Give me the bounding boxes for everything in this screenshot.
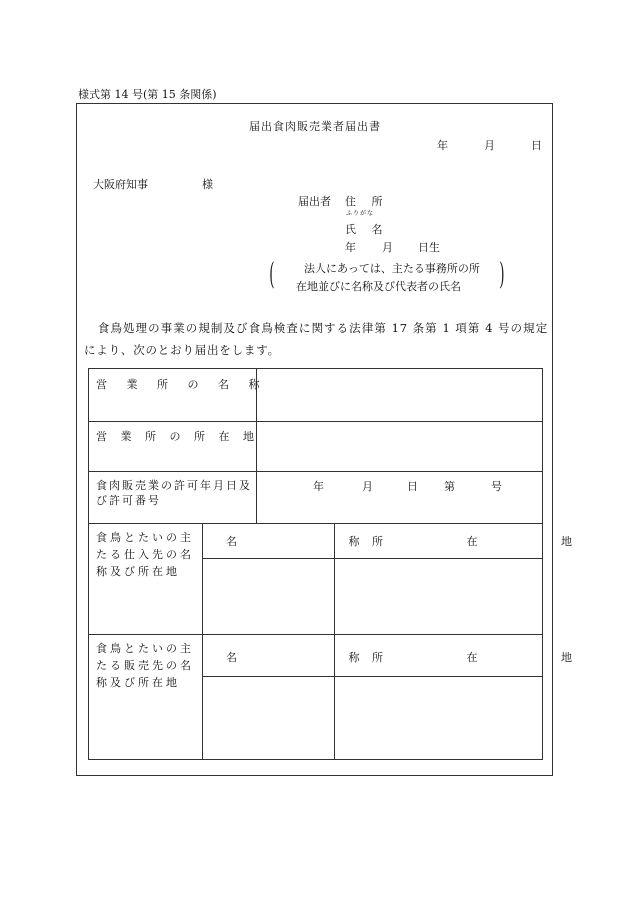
permit-number-prefix: 第 — [444, 480, 455, 493]
supplier-name-field[interactable] — [203, 559, 334, 634]
body-paragraph: 食鳥処理の事業の規制及び食鳥検査に関する法律第 17 条第 1 項第 4 号の規定により、次のとおり届出をします。 — [84, 321, 548, 357]
form-number: 様式第 14 号(第 15 条関係) — [78, 88, 217, 101]
supplier-col-location: 所 在 地 — [372, 535, 612, 548]
permit-number-suffix: 号 — [491, 480, 502, 493]
close-parenthesis-icon: ) — [499, 257, 505, 292]
date-year-label: 年 — [437, 139, 448, 152]
supplier-location-field[interactable] — [335, 559, 542, 634]
seller-col-location: 所 在 地 — [372, 651, 612, 664]
corp-note-line2: 在地並びに名称及び代表者の氏名 — [296, 280, 461, 293]
addressee: 大阪府知事 — [93, 178, 148, 191]
row-divider — [89, 523, 542, 524]
form-title: 届出食肉販売業者届出書 — [249, 120, 381, 133]
furigana-label: ふりがな — [346, 210, 375, 217]
seller-label: 食鳥とたいの主たる販売先の名称及び所在地 — [96, 642, 194, 689]
row-divider — [89, 471, 542, 472]
permit-year-label: 年 — [313, 480, 324, 493]
birth-month-label: 月 — [382, 241, 393, 254]
office-name-label: 営 業 所 の 名 称 — [96, 378, 268, 391]
row-divider — [89, 634, 542, 635]
open-parenthesis-icon: ( — [269, 257, 275, 292]
supplier-col-name: 名 称 — [226, 535, 414, 548]
seller-name-field[interactable] — [203, 677, 334, 759]
permit-day-label: 日 — [407, 480, 418, 493]
office-location-field[interactable] — [257, 422, 542, 471]
permit-month-label: 月 — [362, 480, 373, 493]
office-name-field[interactable] — [257, 369, 542, 421]
name-label: 氏 名 — [345, 223, 389, 236]
address-label: 住 所 — [345, 195, 389, 208]
office-location-label: 営 業 所 の 所 在 地 — [96, 430, 259, 443]
date-month-label: 月 — [484, 139, 495, 152]
date-day-label: 日 — [531, 139, 542, 152]
seller-col-name: 名 称 — [226, 651, 414, 664]
notification-table — [88, 368, 612, 760]
corp-note-line1: 法人にあっては、主たる事務所の所 — [304, 262, 480, 275]
birth-year-label: 年 — [345, 241, 356, 254]
seller-location-field[interactable] — [335, 677, 542, 759]
birth-day-label: 日生 — [418, 241, 440, 254]
permit-label: 食肉販売業の許可年月日及び許可番号 — [96, 479, 252, 507]
supplier-label: 食鳥とたいの主たる仕入先の名称及び所在地 — [96, 531, 194, 578]
honorific: 様 — [202, 178, 213, 191]
applicant-label: 届出者 — [298, 195, 331, 208]
